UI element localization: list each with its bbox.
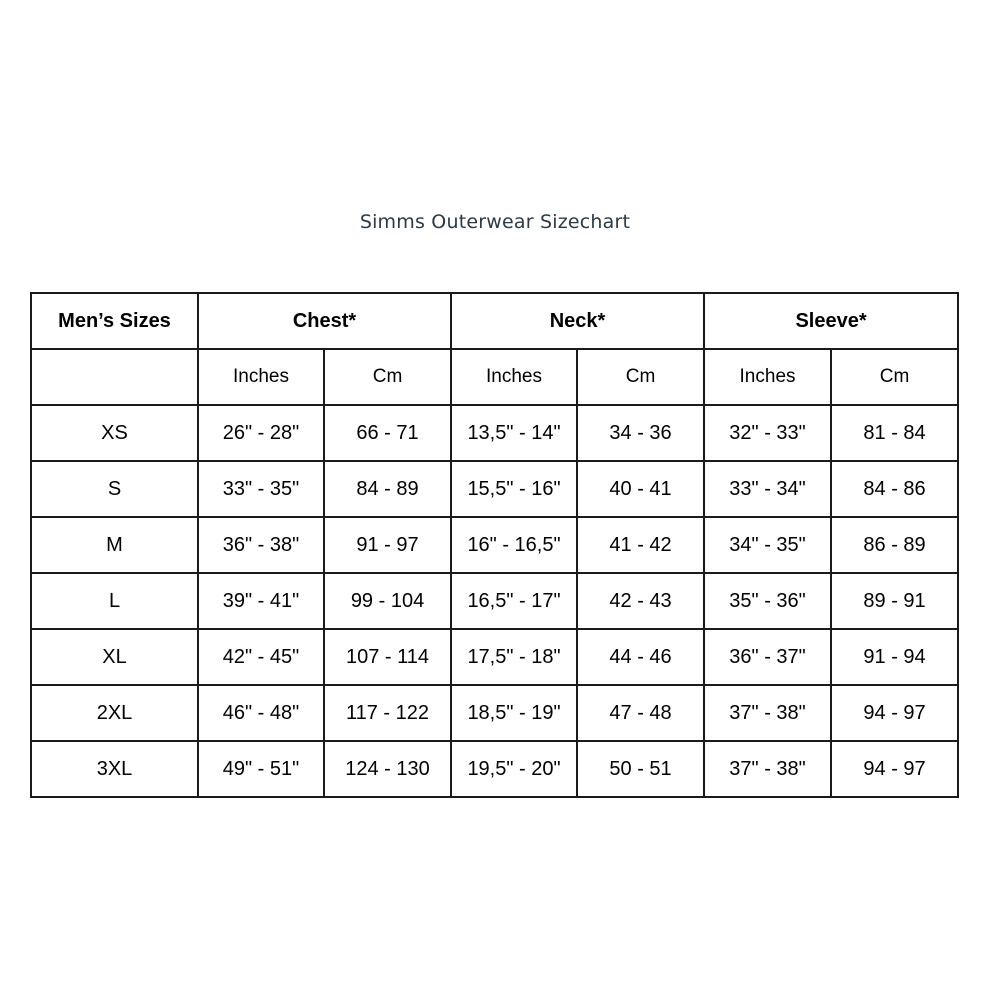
size-cell: S (31, 461, 198, 517)
sleeve-cm-cell: 94 - 97 (831, 741, 958, 797)
chest-cm-cell: 124 - 130 (324, 741, 451, 797)
sleeve-cm-cell: 89 - 91 (831, 573, 958, 629)
group-header-row (31, 293, 958, 349)
chest-inches-cell: 33" - 35" (198, 461, 324, 517)
sleeve-inches-cell: 32" - 33" (704, 405, 831, 461)
neck-inches-header: Inches (451, 349, 577, 405)
sleeve-cm-header: Cm (831, 349, 958, 405)
chest-inches-cell: 36" - 38" (198, 517, 324, 573)
sleeve-inches-cell: 33" - 34" (704, 461, 831, 517)
neck-inches-cell: 18,5" - 19" (451, 685, 577, 741)
chest-cm-cell: 99 - 104 (324, 573, 451, 629)
neck-inches-cell: 13,5" - 14" (451, 405, 577, 461)
table-row (31, 461, 958, 517)
size-cell: 3XL (31, 741, 198, 797)
neck-inches-cell: 15,5" - 16" (451, 461, 577, 517)
neck-cm-cell: 50 - 51 (577, 741, 704, 797)
neck-inches-cell: 16,5" - 17" (451, 573, 577, 629)
neck-inches-cell: 16" - 16,5" (451, 517, 577, 573)
size-cell: M (31, 517, 198, 573)
sleeve-inches-cell: 37" - 38" (704, 741, 831, 797)
size-cell: XL (31, 629, 198, 685)
chest-cm-cell: 84 - 89 (324, 461, 451, 517)
sleeve-header: Sleeve* (704, 293, 958, 349)
unit-header-row (31, 349, 958, 405)
table-row (31, 685, 958, 741)
sleeve-inches-cell: 36" - 37" (704, 629, 831, 685)
neck-inches-cell: 19,5" - 20" (451, 741, 577, 797)
neck-inches-cell: 17,5" - 18" (451, 629, 577, 685)
neck-cm-cell: 44 - 46 (577, 629, 704, 685)
chest-cm-header: Cm (324, 349, 451, 405)
table-row (31, 517, 958, 573)
neck-cm-cell: 41 - 42 (577, 517, 704, 573)
sleeve-cm-cell: 84 - 86 (831, 461, 958, 517)
sleeve-inches-cell: 37" - 38" (704, 685, 831, 741)
neck-header: Neck* (451, 293, 704, 349)
neck-cm-cell: 47 - 48 (577, 685, 704, 741)
chest-inches-header: Inches (198, 349, 324, 405)
chest-cm-cell: 91 - 97 (324, 517, 451, 573)
sleeve-inches-header: Inches (704, 349, 831, 405)
sizes-header: Men’s Sizes (31, 293, 198, 349)
neck-cm-cell: 42 - 43 (577, 573, 704, 629)
chest-inches-cell: 39" - 41" (198, 573, 324, 629)
chest-inches-cell: 26" - 28" (198, 405, 324, 461)
size-cell: XS (31, 405, 198, 461)
chest-header: Chest* (198, 293, 451, 349)
sleeve-cm-cell: 86 - 89 (831, 517, 958, 573)
chest-inches-cell: 49" - 51" (198, 741, 324, 797)
chest-cm-cell: 107 - 114 (324, 629, 451, 685)
table-row (31, 629, 958, 685)
sleeve-cm-cell: 94 - 97 (831, 685, 958, 741)
sleeve-inches-cell: 35" - 36" (704, 573, 831, 629)
chest-inches-cell: 42" - 45" (198, 629, 324, 685)
neck-cm-header: Cm (577, 349, 704, 405)
table-row (31, 573, 958, 629)
page-title: Simms Outerwear Sizechart (359, 211, 631, 233)
chest-cm-cell: 117 - 122 (324, 685, 451, 741)
size-cell: L (31, 573, 198, 629)
neck-cm-cell: 34 - 36 (577, 405, 704, 461)
sleeve-inches-cell: 34" - 35" (704, 517, 831, 573)
table-row (31, 405, 958, 461)
sleeve-cm-cell: 91 - 94 (831, 629, 958, 685)
size-chart-table (30, 292, 959, 798)
size-cell: 2XL (31, 685, 198, 741)
chest-cm-cell: 66 - 71 (324, 405, 451, 461)
chest-inches-cell: 46" - 48" (198, 685, 324, 741)
neck-cm-cell: 40 - 41 (577, 461, 704, 517)
sleeve-cm-cell: 81 - 84 (831, 405, 958, 461)
empty-unit-cell (31, 349, 198, 405)
table-row (31, 741, 958, 797)
